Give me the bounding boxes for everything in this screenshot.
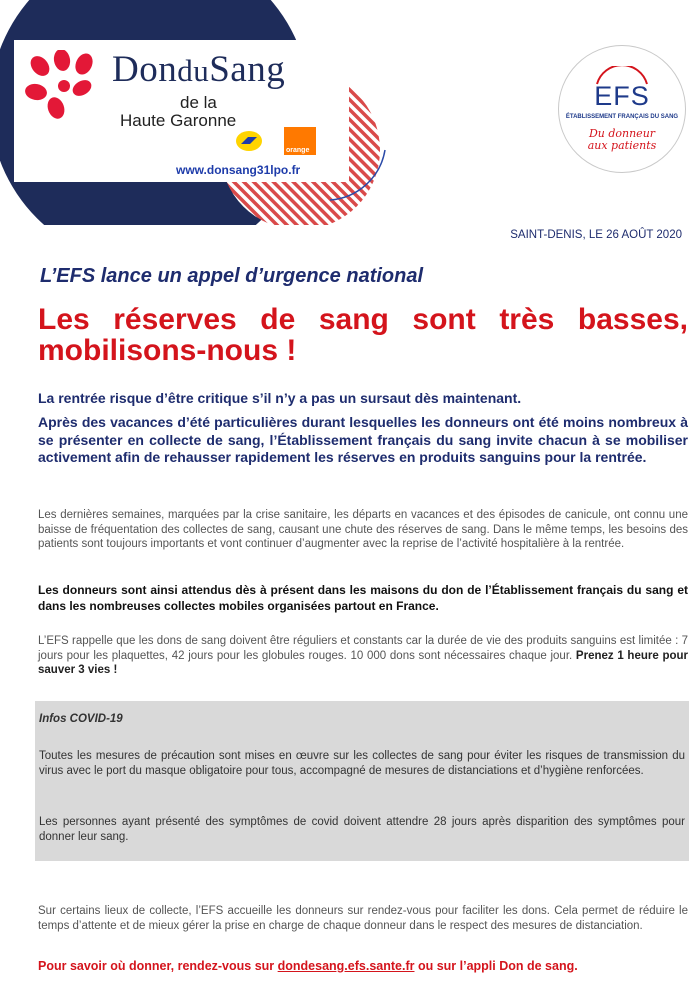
paragraph-emphasis: Prenez 1 heure pour sauver 3 vies ! xyxy=(38,649,688,677)
efs-website-link[interactable]: dondesang.efs.sante.fr xyxy=(277,959,415,973)
brand-wordmark: DonduSang xyxy=(112,49,286,90)
laposte-logo-icon xyxy=(236,131,262,151)
lead-paragraph: Après des vacances d’été particulières durant lesquelles les donneurs ont été moins nombreux à se présenter en collecte de sang, l’Établissement français du sang invite chacun à se mobiliser activement afin de rehausser rapidement les réserves en produits sanguins pour la rentrée. xyxy=(38,414,688,465)
efs-tagline: Du donneur aux patients xyxy=(587,127,657,152)
efs-fullname: ÉTABLISSEMENT FRANÇAIS DU SANG xyxy=(565,114,679,120)
paragraph-appointment: Sur certains lieux de collecte, l’EFS accueille les donneurs sur rendez-vous pour faciliter les dons. Cela permet de réduire le temps d’attente et de mieux gérer la prise en charge de chaque donneur dans le respect des mesures de distanciation. xyxy=(38,905,688,932)
paragraph-context: Les dernières semaines, marquées par la crise sanitaire, les départs en vacances et des épisodes de canicule, ont connu une baisse de fréquentation des collectes de sang, causant une chute des réserves de sang. Dans le même temps, les besoins des patients sont toujours importants et vont continuer d’augmenter avec la reprise de l’activité hospitalière à la rentrée. xyxy=(38,509,688,551)
efs-logo xyxy=(558,45,686,173)
kicker-title: L’EFS lance un appel d’urgence national xyxy=(40,265,424,287)
paragraph-call: Les donneurs sont ainsi attendus dès à présent dans les maisons du don de l’Établissement français du sang et dans les nombreuses collectes mobiles organisées partout en France. xyxy=(38,583,688,613)
headline: Les réserves de sang sont très basses, mobilisons-nous ! xyxy=(38,303,688,367)
paragraph-regularity: L’EFS rappelle que les dons de sang doivent être réguliers et constants car la durée de vie des produits sanguins est limitée : 7 jours pour les plaquettes, 42 jours pour les globules rouges. 10 000 dons sont nécessaires chaque jour. Prenez 1 heure pour sauver 3 vies ! xyxy=(38,635,688,677)
brand-region-line2: Haute Garonne xyxy=(120,111,237,130)
covid-title: Infos COVID-19 xyxy=(39,713,123,725)
lead-sentence: La rentrée risque d’être critique s’il n’y a pas un sursaut dès maintenant. xyxy=(38,390,522,406)
brand-region-line1: de la xyxy=(180,93,217,112)
dondusang-logo xyxy=(14,40,349,182)
covid-paragraph-1: Toutes les mesures de précaution sont mises en œuvre sur les collectes de sang pour éviter les risques de transmission du virus avec le port du masque obligatoire pour tous, accompagné de mesures de distanciations et d’hygiène renforcées. xyxy=(39,750,685,778)
efs-acronym: EFS xyxy=(594,81,650,111)
brand-url[interactable]: www.donsang31lpo.fr xyxy=(176,163,301,177)
covid-paragraph-2: Les personnes ayant présenté des symptômes de covid doivent attendre 28 jours après disparition des symptômes pour donner leur sang. xyxy=(39,816,685,844)
orange-logo: orange xyxy=(284,127,316,155)
press-date: SAINT-DENIS, LE 26 AOÛT 2020 xyxy=(510,229,682,241)
covid-info-box xyxy=(35,701,689,861)
blood-drops-icon xyxy=(22,50,122,130)
call-to-action: Pour savoir où donner, rendez-vous sur dondesang.efs.sante.fr ou sur l’appli Don de sang. xyxy=(38,959,578,973)
